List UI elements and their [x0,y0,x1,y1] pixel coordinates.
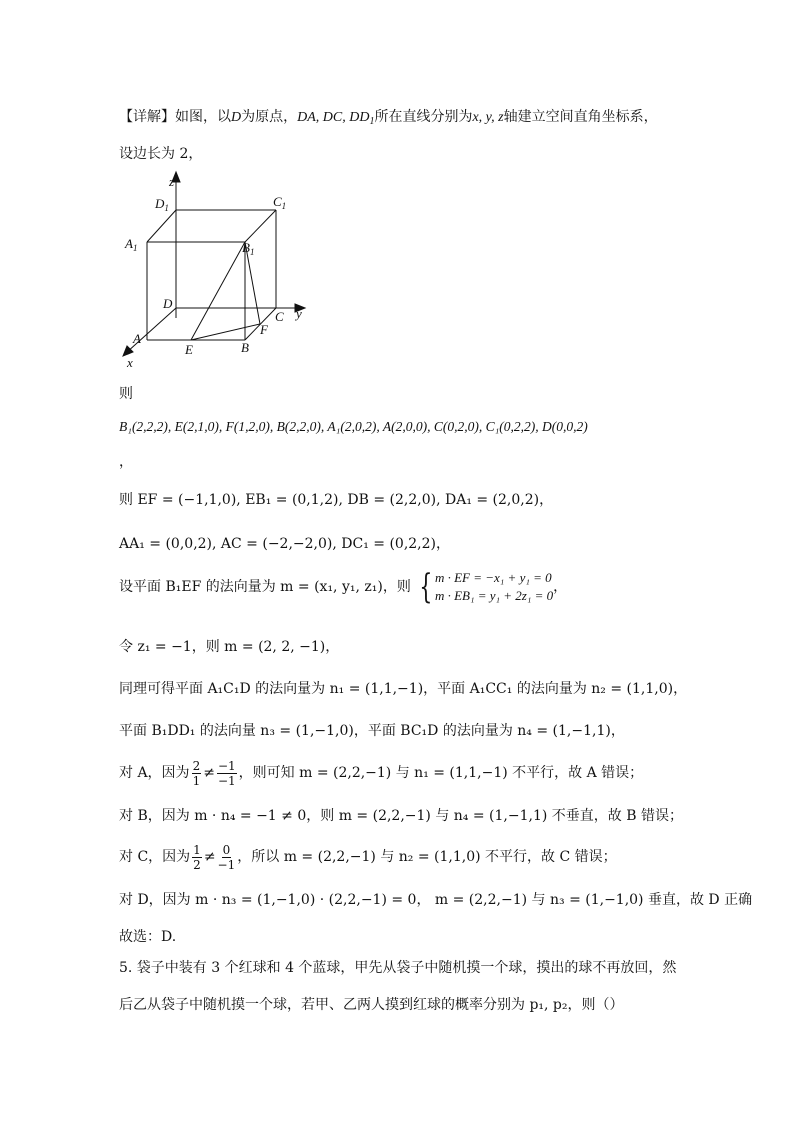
label-F: F [260,322,268,337]
comma-line: ， [119,454,133,470]
same-line-2: 平面 B₁DD₁ 的法向量 n₃ = (1,−1,0)，平面 BC₁D 的法向量为 n₄ = (1,−1,1)， [119,723,625,739]
label-x: x [127,355,133,368]
option-b-line: 对 B，因为 m · n₄ = −1 ≠ 0，则 m = (2,2,−1) 与 n₄ = (1,−1,1) 不垂直，故 B 错误； [119,808,683,824]
same-line-1: 同理可得平面 A₁C₁D 的法向量为 n₁ = (1,1,−1)，平面 A₁CC₁ 的法向量为 n₂ = (1,1,0)， [119,681,688,697]
label-y: y [296,306,302,321]
cube-figure [115,168,315,368]
label-B: B [241,340,249,355]
fraction: $\frac{1}{2}$ [193,842,201,872]
equation-system: m · EF = −x₁ + y₁ = 0 m · EB₁ = y₁ + 2z₁ = 0 [434,570,554,603]
label-A: A [133,331,141,346]
then-line: 则 [119,386,133,402]
option-d-line: 对 D，因为 m · n₃ = (1,−1,0) · (2,2,−1) = 0， m = (2,2,−1) 与 n₃ = (1,−1,0) 垂直，故 D 正确 [119,892,753,908]
label-z: z [169,174,175,189]
answer-line: 故选：D. [119,929,177,945]
normal-vector-line: 设平面 B₁EF 的法向量为 m = (x₁, y₁, z₁)，则 { m · EF = −x₁ + y₁ = 0 m · EB₁ = y₁ + 2z₁ = 0 ， [119,567,568,607]
fraction: $\frac{0}{-1}$ [217,842,236,872]
label-C1: $C_1$ [273,194,287,211]
system-brace: { [419,567,433,607]
vectors-line-2: AA₁ = (0,0,2), AC = (−2,−2,0), DC₁ = (0,2,2)， [119,536,450,552]
option-a-line: 对 A，因为 $\frac{2}{1}$ ≠ $\frac{-1}{-1}$ ，则可知 m = (2,2,−1) 与 n₁ = (1,1,−1) 不平行，故 A 错误； [119,758,644,788]
label-D1: $D_1$ [155,196,169,213]
intro-line: 【详解】如图，以D为原点，DA, DC, $DD_1$所在直线分别为x, y, z轴建立空间直角坐标系， [119,109,658,127]
label-B1: $B_1$ [242,240,255,257]
question-5-line-1: 5. 袋子中装有 3 个红球和 4 个蓝球，甲先从袋子中随机摸一个球，摸出的球不再放回，然 [119,960,677,976]
side-length-line: 设边长为 2， [119,146,203,162]
option-c-line: 对 C，因为 $\frac{1}{2}$ ≠ $\frac{0}{-1}$ ，所以 m = (2,2,−1) 与 n₂ = (1,1,0) 不平行，故 C 错误； [119,842,617,872]
fraction: $\frac{-1}{-1}$ [217,758,236,788]
label-C: C [275,309,284,324]
detail-label: 【详解】 [119,109,175,125]
fraction: $\frac{2}{1}$ [192,758,201,788]
coordinates-line: B₁(2,2,2), E(2,1,0), F(1,2,0), B(2,2,0), A₁(2,0,2), A(2,0,0), C(0,2,0), C₁(0,2,2), D(0,0,2) [119,419,588,434]
label-E: E [185,342,193,357]
question-5-line-2: 后乙从袋子中随机摸一个球，若甲、乙两人摸到红球的概率分别为 p₁, p₂，则（） [119,997,624,1013]
label-A1: $A_1$ [125,236,138,253]
vectors-line-1: 则 EF = (−1,1,0), EB₁ = (0,1,2), DB = (2,2,0), DA₁ = (2,0,2)， [119,492,554,508]
label-D: D [163,296,173,311]
let-line: 令 z₁ = −1，则 m = (2, 2, −1)， [119,639,340,655]
